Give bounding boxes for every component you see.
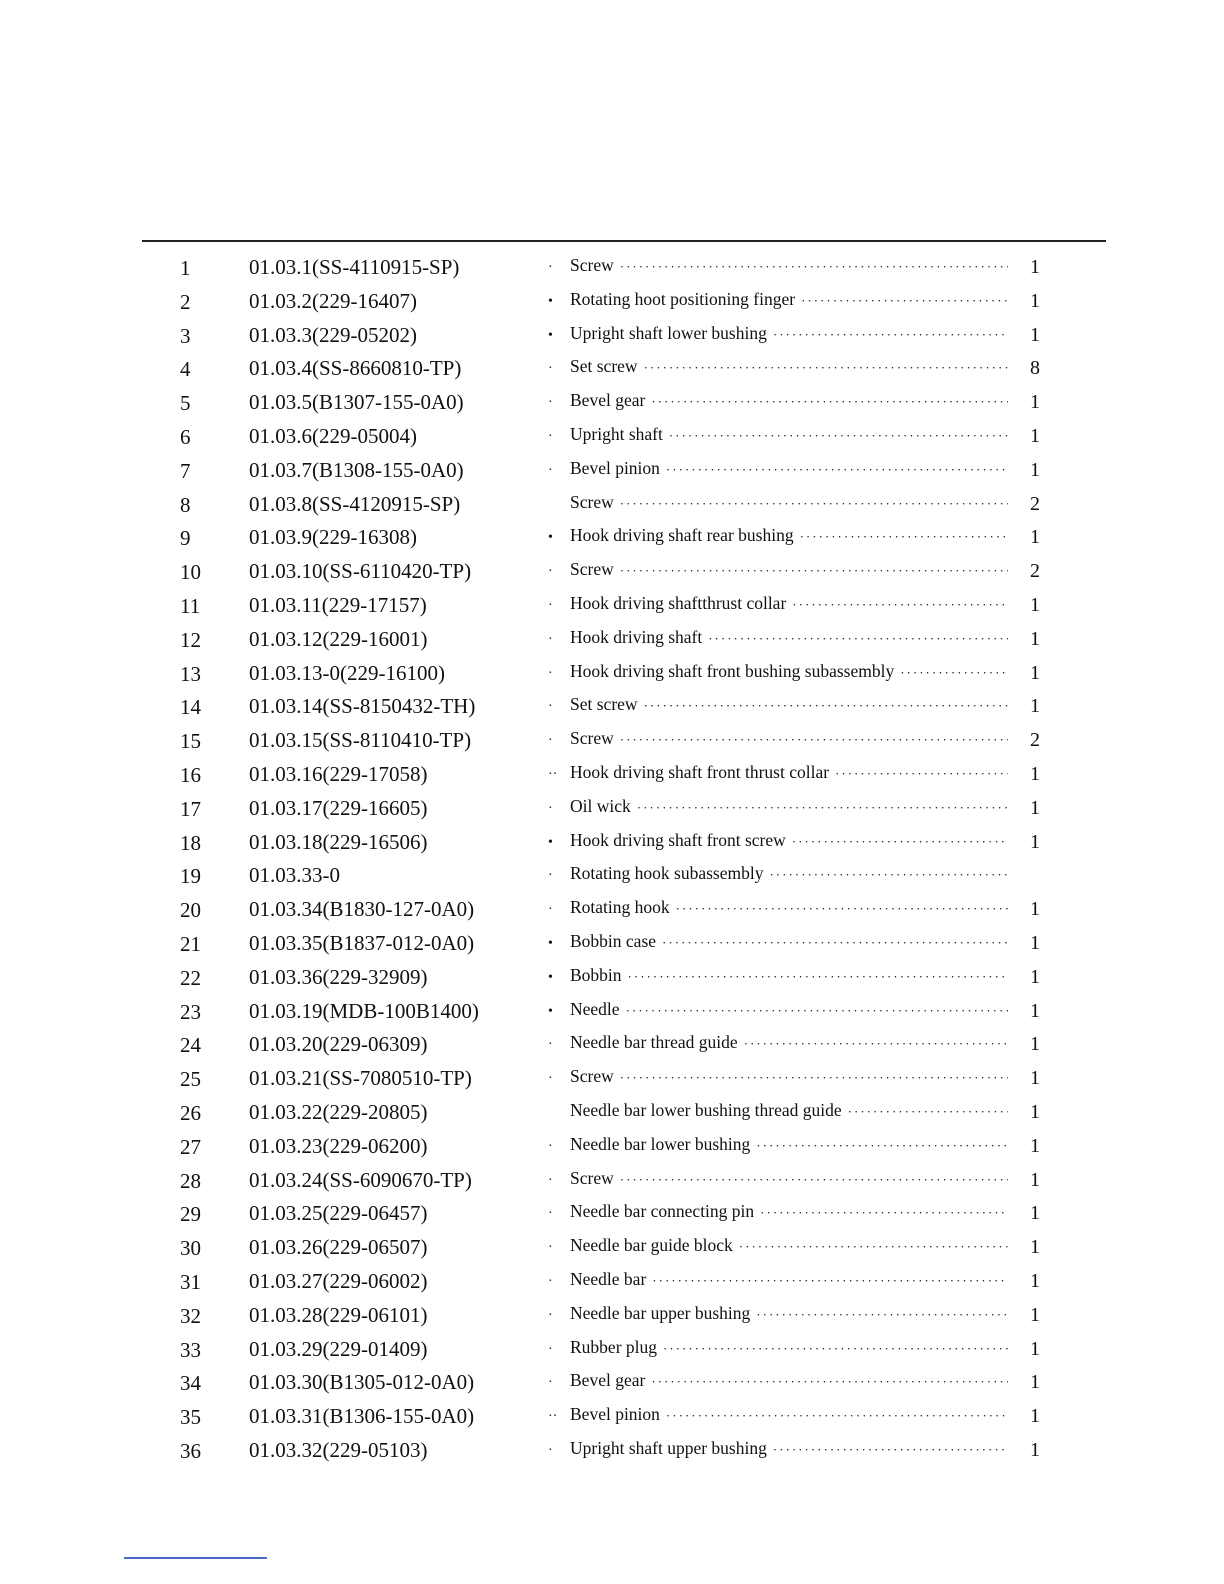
bullet-mark: · xyxy=(548,1037,553,1053)
part-number: 23 xyxy=(180,999,201,1024)
part-description xyxy=(548,1337,1008,1358)
dot-leader xyxy=(652,1273,1008,1289)
part-description-text: Needle bar lower bushing xyxy=(570,1133,751,1154)
part-code: 01.03.18(229-16506) xyxy=(249,829,428,854)
part-description-text: Hook driving shaft front bushing subassembly xyxy=(570,660,895,681)
bullet-mark: · xyxy=(548,800,553,816)
part-description xyxy=(548,1404,1008,1425)
part-description xyxy=(548,796,1008,817)
part-code: 01.03.2(229-16407) xyxy=(249,288,417,313)
part-number: 10 xyxy=(180,560,201,585)
bullet-mark: · xyxy=(548,395,553,411)
part-description-text: Rotating hoot positioning finger xyxy=(570,288,796,309)
dot-leader xyxy=(628,969,1008,985)
dot-leader xyxy=(637,800,1008,816)
parts-row xyxy=(0,1129,1224,1163)
part-number: 20 xyxy=(180,898,201,923)
part-code: 01.03.24(SS-6090670-TP) xyxy=(249,1167,472,1192)
bullet-mark: · xyxy=(548,1273,553,1289)
dot-leader xyxy=(792,834,1008,850)
part-description xyxy=(548,999,1008,1020)
part-description-text: Screw xyxy=(570,559,614,580)
part-description xyxy=(548,830,1008,851)
part-number: 33 xyxy=(180,1337,201,1362)
part-description-text: Hook driving shaft rear bushing xyxy=(570,525,794,546)
part-quantity: 1 xyxy=(1030,999,1040,1022)
part-number: 28 xyxy=(180,1168,201,1193)
part-description xyxy=(548,931,1008,952)
part-description-text: Needle bar thread guide xyxy=(570,1032,738,1053)
parts-row xyxy=(0,791,1224,825)
parts-row xyxy=(0,419,1224,453)
part-description-text: Needle xyxy=(570,998,620,1019)
bullet-mark: ·· xyxy=(548,766,558,782)
part-quantity: 1 xyxy=(1030,289,1040,312)
bullet-mark: • xyxy=(548,293,553,309)
bullet-mark: · xyxy=(548,462,553,478)
part-description xyxy=(548,1201,1008,1222)
parts-row xyxy=(0,689,1224,723)
part-number: 29 xyxy=(180,1202,201,1227)
part-number: 31 xyxy=(180,1269,201,1294)
part-description-text: Bevel gear xyxy=(570,390,646,411)
part-description-text: Needle bar connecting pin xyxy=(570,1201,755,1222)
dot-leader xyxy=(662,935,1008,951)
parts-row xyxy=(0,554,1224,588)
bullet-mark: • xyxy=(548,530,553,546)
part-code: 01.03.29(229-01409) xyxy=(249,1336,428,1361)
part-code: 01.03.23(229-06200) xyxy=(249,1133,428,1158)
part-description-text: Hook driving shaft xyxy=(570,626,703,647)
parts-row xyxy=(0,284,1224,318)
bullet-mark: · xyxy=(548,699,553,715)
part-description-text: Set screw xyxy=(570,356,638,377)
part-quantity: 1 xyxy=(1030,1168,1040,1191)
part-description xyxy=(548,1168,1008,1189)
part-description-text: Bevel pinion xyxy=(570,457,660,478)
bullet-mark: · xyxy=(548,665,553,681)
part-quantity: 1 xyxy=(1030,1100,1040,1123)
parts-list xyxy=(0,250,1224,1467)
dot-leader xyxy=(644,698,1008,714)
parts-row xyxy=(0,960,1224,994)
part-quantity: 1 xyxy=(1030,627,1040,650)
dot-leader xyxy=(756,1307,1008,1323)
part-code: 01.03.30(B1305-012-0A0) xyxy=(249,1370,475,1395)
part-description xyxy=(548,1269,1008,1290)
part-number: 12 xyxy=(180,627,201,652)
part-quantity: 1 xyxy=(1030,458,1040,481)
part-number: 9 xyxy=(180,526,191,551)
part-description-text: Upright shaft upper bushing xyxy=(570,1437,767,1458)
part-number: 2 xyxy=(180,289,191,314)
part-description-text: Upright shaft xyxy=(570,423,663,444)
part-description-text: Rotating hook xyxy=(570,897,670,918)
part-description xyxy=(548,559,1008,580)
part-quantity: 1 xyxy=(1030,661,1040,684)
dot-leader xyxy=(773,1442,1008,1458)
part-quantity: 2 xyxy=(1030,729,1040,752)
part-quantity: 1 xyxy=(1030,1438,1040,1461)
parts-row xyxy=(0,994,1224,1028)
part-description xyxy=(548,593,1008,614)
part-quantity: 1 xyxy=(1030,898,1040,921)
part-number: 27 xyxy=(180,1134,201,1159)
part-quantity: 1 xyxy=(1030,424,1040,447)
top-rule xyxy=(142,240,1106,242)
part-description xyxy=(548,1100,1008,1121)
part-number: 24 xyxy=(180,1033,201,1058)
bullet-mark: • xyxy=(548,327,553,343)
dot-leader xyxy=(669,428,1008,444)
dot-leader xyxy=(651,394,1008,410)
bottom-rule xyxy=(124,1557,267,1559)
part-number: 32 xyxy=(180,1303,201,1328)
parts-row xyxy=(0,250,1224,284)
parts-row xyxy=(0,892,1224,926)
part-code: 01.03.26(229-06507) xyxy=(249,1235,428,1260)
part-code: 01.03.3(229-05202) xyxy=(249,322,417,347)
bullet-mark: · xyxy=(548,597,553,613)
part-quantity: 1 xyxy=(1030,1134,1040,1157)
dot-leader xyxy=(620,259,1008,275)
part-number: 25 xyxy=(180,1067,201,1092)
part-description-text: Rotating hook subassembly xyxy=(570,863,764,884)
parts-row xyxy=(0,825,1224,859)
part-number: 5 xyxy=(180,391,191,416)
part-description-text: Screw xyxy=(570,1066,614,1087)
parts-row xyxy=(0,926,1224,960)
part-description xyxy=(548,863,1008,884)
bullet-mark: · xyxy=(548,1307,553,1323)
dot-leader xyxy=(676,901,1008,917)
bullet-mark: ·· xyxy=(548,1409,558,1425)
bullet-mark: · xyxy=(548,564,553,580)
bullet-mark: · xyxy=(548,733,553,749)
part-description xyxy=(548,1438,1008,1459)
part-description-text: Screw xyxy=(570,1167,614,1188)
bullet-mark: · xyxy=(548,631,553,647)
part-description xyxy=(548,289,1008,310)
part-code: 01.03.9(229-16308) xyxy=(249,525,417,550)
part-code: 01.03.14(SS-8150432-TH) xyxy=(249,694,476,719)
dot-leader xyxy=(620,496,1008,512)
part-quantity: 1 xyxy=(1030,796,1040,819)
bullet-mark: · xyxy=(548,1071,553,1087)
bullet-mark: · xyxy=(548,1172,553,1188)
bullet-mark: • xyxy=(548,834,553,850)
part-code: 01.03.11(229-17157) xyxy=(249,592,427,617)
part-description xyxy=(548,1303,1008,1324)
parts-row xyxy=(0,318,1224,352)
dot-leader xyxy=(708,631,1008,647)
part-description-text: Hook driving shaft front screw xyxy=(570,829,786,850)
parts-row xyxy=(0,1163,1224,1197)
parts-row xyxy=(0,1298,1224,1332)
dot-leader xyxy=(848,1104,1008,1120)
dot-leader xyxy=(663,1341,1008,1357)
part-code: 01.03.21(SS-7080510-TP) xyxy=(249,1066,472,1091)
part-description xyxy=(548,1066,1008,1087)
part-code: 01.03.5(B1307-155-0A0) xyxy=(249,390,464,415)
part-quantity: 1 xyxy=(1030,1405,1040,1428)
parts-row xyxy=(0,723,1224,757)
part-number: 16 xyxy=(180,762,201,787)
parts-row xyxy=(0,622,1224,656)
part-description xyxy=(548,525,1008,546)
dot-leader xyxy=(626,1003,1008,1019)
part-quantity: 1 xyxy=(1030,323,1040,346)
parts-row xyxy=(0,1027,1224,1061)
part-code: 01.03.6(229-05004) xyxy=(249,423,417,448)
parts-row xyxy=(0,1230,1224,1264)
part-quantity: 1 xyxy=(1030,695,1040,718)
part-code: 01.03.17(229-16605) xyxy=(249,795,428,820)
part-quantity: 1 xyxy=(1030,1269,1040,1292)
parts-row xyxy=(0,453,1224,487)
part-description-text: Hook driving shaftthrust collar xyxy=(570,592,787,613)
part-code: 01.03.36(229-32909) xyxy=(249,964,428,989)
bullet-mark: · xyxy=(548,1375,553,1391)
part-description xyxy=(548,492,1008,513)
parts-row xyxy=(0,385,1224,419)
part-description-text: Hook driving shaft front thrust collar xyxy=(570,761,830,782)
part-number: 18 xyxy=(180,830,201,855)
part-number: 7 xyxy=(180,458,191,483)
dot-leader xyxy=(644,360,1008,376)
dot-leader xyxy=(900,665,1008,681)
dot-leader xyxy=(620,732,1008,748)
part-number: 17 xyxy=(180,796,201,821)
part-quantity: 1 xyxy=(1030,1202,1040,1225)
parts-row xyxy=(0,757,1224,791)
dot-leader xyxy=(620,1172,1008,1188)
part-number: 22 xyxy=(180,965,201,990)
part-quantity: 1 xyxy=(1030,1371,1040,1394)
part-description xyxy=(548,1235,1008,1256)
part-quantity: 1 xyxy=(1030,1033,1040,1056)
parts-row xyxy=(0,1399,1224,1433)
part-description xyxy=(548,458,1008,479)
part-quantity: 1 xyxy=(1030,391,1040,414)
part-description-text: Oil wick xyxy=(570,795,631,816)
dot-leader xyxy=(835,766,1008,782)
parts-row xyxy=(0,351,1224,385)
part-description xyxy=(548,1370,1008,1391)
part-number: 35 xyxy=(180,1405,201,1430)
part-quantity: 1 xyxy=(1030,1337,1040,1360)
part-description xyxy=(548,762,1008,783)
part-description-text: Needle bar guide block xyxy=(570,1235,733,1256)
bullet-mark: · xyxy=(548,1138,553,1154)
parts-row xyxy=(0,1264,1224,1298)
bullet-mark: · xyxy=(548,1442,553,1458)
part-description-text: Bevel gear xyxy=(570,1370,646,1391)
part-quantity: 1 xyxy=(1030,1303,1040,1326)
bullet-mark: · xyxy=(548,1341,553,1357)
part-description xyxy=(548,424,1008,445)
part-code: 01.03.22(229-20805) xyxy=(249,1099,428,1124)
part-description-text: Needle bar xyxy=(570,1268,647,1289)
bullet-mark: · xyxy=(548,868,553,884)
dot-leader xyxy=(756,1138,1008,1154)
bullet-mark: · xyxy=(548,1240,553,1256)
parts-row xyxy=(0,656,1224,690)
part-description xyxy=(548,661,1008,682)
dot-leader xyxy=(739,1239,1008,1255)
part-code: 01.03.31(B1306-155-0A0) xyxy=(249,1404,475,1429)
part-description-text: Bevel pinion xyxy=(570,1404,660,1425)
part-description xyxy=(548,323,1008,344)
part-code: 01.03.32(229-05103) xyxy=(249,1437,428,1462)
parts-row xyxy=(0,588,1224,622)
part-description-text: Screw xyxy=(570,491,614,512)
part-description xyxy=(548,255,1008,276)
part-quantity: 1 xyxy=(1030,830,1040,853)
part-number: 8 xyxy=(180,492,191,517)
part-description xyxy=(548,390,1008,411)
part-description-text: Bobbin case xyxy=(570,930,657,951)
part-description-text: Bobbin xyxy=(570,964,622,985)
part-number: 19 xyxy=(180,864,201,889)
part-number: 34 xyxy=(180,1371,201,1396)
part-description xyxy=(548,1134,1008,1155)
part-code: 01.03.12(229-16001) xyxy=(249,626,428,651)
part-description xyxy=(548,356,1008,377)
part-quantity: 8 xyxy=(1030,357,1040,380)
dot-leader xyxy=(773,327,1008,343)
dot-leader xyxy=(744,1036,1008,1052)
dot-leader xyxy=(760,1205,1008,1221)
part-code: 01.03.13-0(229-16100) xyxy=(249,660,445,685)
part-code: 01.03.28(229-06101) xyxy=(249,1302,428,1327)
part-quantity: 1 xyxy=(1030,1067,1040,1090)
part-number: 15 xyxy=(180,729,201,754)
dot-leader xyxy=(620,563,1008,579)
parts-row xyxy=(0,1196,1224,1230)
part-code: 01.03.7(B1308-155-0A0) xyxy=(249,457,464,482)
part-code: 01.03.20(229-06309) xyxy=(249,1032,428,1057)
dot-leader xyxy=(801,293,1008,309)
parts-row xyxy=(0,487,1224,521)
part-description xyxy=(548,965,1008,986)
part-description xyxy=(548,1032,1008,1053)
bullet-mark: · xyxy=(548,260,553,275)
part-number: 36 xyxy=(180,1438,201,1463)
part-quantity: 1 xyxy=(1030,1236,1040,1259)
dot-leader xyxy=(651,1374,1008,1390)
part-code: 01.03.25(229-06457) xyxy=(249,1201,428,1226)
part-description xyxy=(548,627,1008,648)
dot-leader xyxy=(769,867,1008,883)
part-description-text: Set screw xyxy=(570,694,638,715)
part-code: 01.03.1(SS-4110915-SP) xyxy=(249,255,460,279)
part-number: 21 xyxy=(180,931,201,956)
bullet-mark: · xyxy=(548,361,553,377)
parts-row xyxy=(0,1433,1224,1467)
part-quantity: 1 xyxy=(1030,526,1040,549)
bullet-mark: • xyxy=(548,969,553,985)
parts-row xyxy=(0,1061,1224,1095)
part-quantity: 1 xyxy=(1030,762,1040,785)
part-code: 01.03.33-0 xyxy=(249,863,340,888)
part-number: 30 xyxy=(180,1236,201,1261)
part-description xyxy=(548,694,1008,715)
part-description-text: Needle bar upper bushing xyxy=(570,1302,751,1323)
parts-row xyxy=(0,1365,1224,1399)
part-description-text: Rubber plug xyxy=(570,1336,658,1357)
part-code: 01.03.19(MDB-100B1400) xyxy=(249,998,479,1023)
parts-row xyxy=(0,858,1224,892)
parts-row xyxy=(0,520,1224,554)
part-quantity: 1 xyxy=(1030,256,1040,278)
part-code: 01.03.10(SS-6110420-TP) xyxy=(249,559,472,584)
part-code: 01.03.16(229-17058) xyxy=(249,761,428,786)
part-code: 01.03.4(SS-8660810-TP) xyxy=(249,356,462,381)
dot-leader xyxy=(620,1070,1008,1086)
bullet-mark: · xyxy=(548,1206,553,1222)
dot-leader xyxy=(800,529,1008,545)
part-quantity: 1 xyxy=(1030,593,1040,616)
part-description-text: Upright shaft lower bushing xyxy=(570,322,767,343)
part-code: 01.03.34(B1830-127-0A0) xyxy=(249,897,475,922)
part-code: 01.03.8(SS-4120915-SP) xyxy=(249,491,461,516)
part-quantity: 1 xyxy=(1030,931,1040,954)
part-number: 6 xyxy=(180,424,191,449)
bullet-mark: · xyxy=(548,902,553,918)
part-number: 26 xyxy=(180,1100,201,1125)
part-description xyxy=(548,897,1008,918)
part-description xyxy=(548,728,1008,749)
parts-row xyxy=(0,1095,1224,1129)
part-number: 4 xyxy=(180,357,191,382)
part-quantity: 2 xyxy=(1030,492,1040,515)
bullet-mark: • xyxy=(548,935,553,951)
part-code: 01.03.35(B1837-012-0A0) xyxy=(249,930,475,955)
part-code: 01.03.27(229-06002) xyxy=(249,1268,428,1293)
part-quantity: 1 xyxy=(1030,965,1040,988)
part-number: 1 xyxy=(180,256,191,280)
dot-leader xyxy=(792,597,1008,613)
part-description-text: Screw xyxy=(570,728,614,749)
bullet-mark: · xyxy=(548,428,553,444)
part-quantity: 2 xyxy=(1030,560,1040,583)
part-description-text: Screw xyxy=(570,255,614,275)
part-number: 14 xyxy=(180,695,201,720)
dot-leader xyxy=(666,462,1008,478)
part-description-text: Needle bar lower bushing thread guide xyxy=(570,1099,842,1120)
part-number: 11 xyxy=(180,593,201,618)
part-number: 13 xyxy=(180,661,201,686)
part-code: 01.03.15(SS-8110410-TP) xyxy=(249,728,472,753)
parts-row xyxy=(0,1332,1224,1366)
bullet-mark: • xyxy=(548,1003,553,1019)
part-number: 3 xyxy=(180,323,191,348)
dot-leader xyxy=(666,1408,1008,1424)
